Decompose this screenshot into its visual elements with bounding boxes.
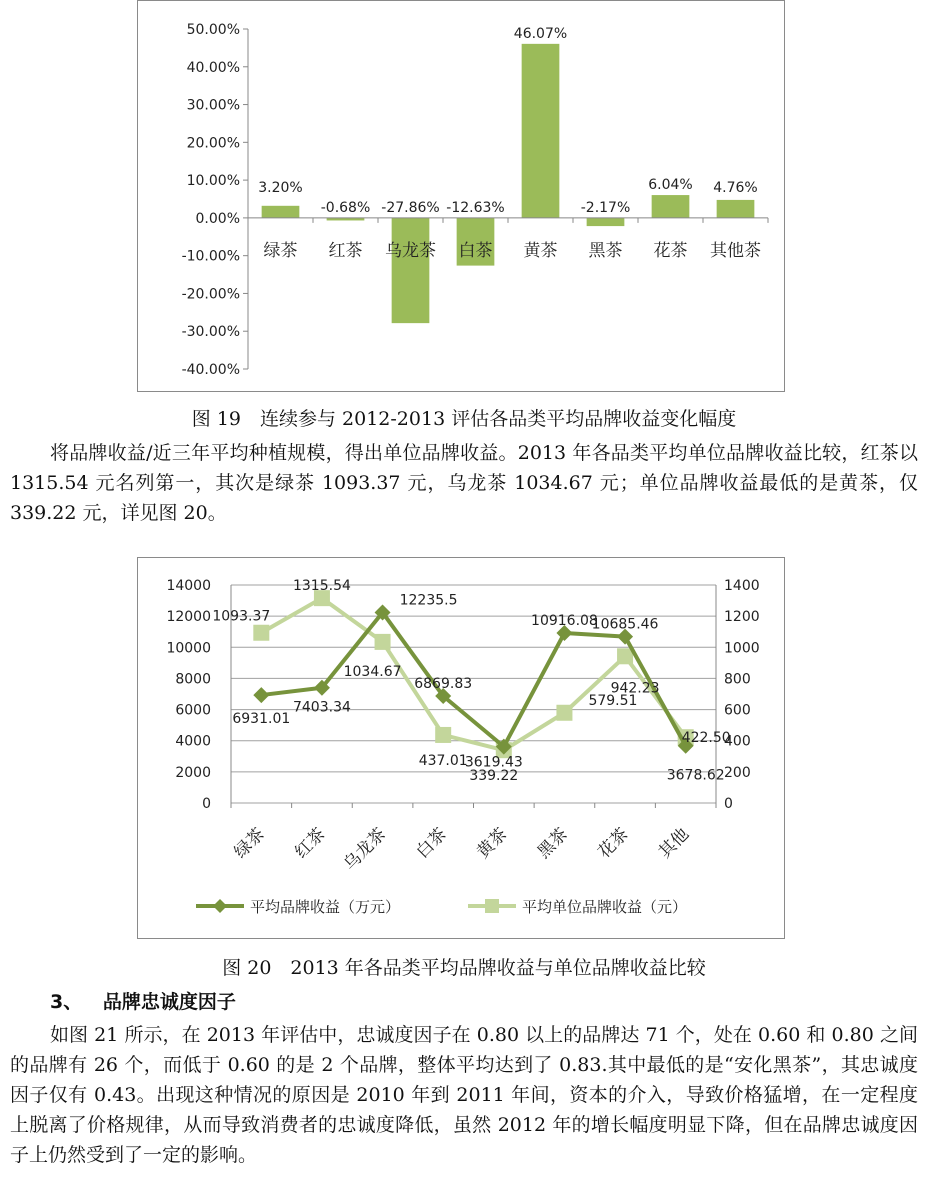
y-tick-label: -10.00% (181, 248, 240, 265)
y-tick-label: 50.00% (186, 22, 240, 38)
category-label: 乌龙茶 (385, 240, 436, 261)
brand-revenue-label: 6869.83 (414, 676, 473, 693)
y-tick-label: 20.00% (186, 135, 240, 152)
brand-revenue-label: 12235.5 (399, 592, 458, 609)
category-label: 白茶 (458, 240, 493, 261)
right-tick-label: 0 (724, 796, 733, 812)
category-label: 红茶 (328, 240, 363, 261)
series-brand-revenue-point (253, 687, 269, 703)
category-label: 花茶 (594, 824, 633, 863)
left-tick-label: 6000 (175, 702, 211, 719)
series-unit-revenue-point (435, 727, 451, 743)
bar-chart-svg (138, 1, 784, 391)
section-title: 品牌忠诚度因子 (102, 991, 236, 1013)
bar (392, 218, 430, 323)
y-tick-label: 30.00% (186, 97, 240, 114)
unit-revenue-label: 579.51 (588, 692, 638, 709)
legend-unit-revenue-swatch-marker (485, 899, 499, 913)
unit-revenue-label: 1034.67 (343, 663, 402, 680)
right-tick-label: 600 (724, 702, 751, 719)
figure-19-caption: 图 19 连续参与 2012-2013 评估各品类平均品牌收益变化幅度 (191, 408, 737, 430)
brand-revenue-label: 6931.01 (232, 711, 291, 728)
category-label: 绿茶 (263, 240, 298, 261)
category-label: 其他茶 (710, 240, 761, 261)
data-label: -12.63% (446, 199, 505, 216)
data-label: -27.86% (381, 199, 440, 216)
y-tick-label: -40.00% (181, 362, 240, 378)
data-label: 6.04% (648, 177, 693, 194)
right-tick-label: 1400 (724, 578, 760, 594)
category-label: 乌龙茶 (339, 824, 391, 875)
right-tick-label: 400 (724, 733, 751, 750)
left-tick-label: 8000 (175, 671, 211, 688)
right-tick-label: 1000 (724, 640, 760, 657)
category-label: 黄茶 (523, 240, 558, 261)
data-label: 46.07% (513, 25, 568, 42)
right-tick-label: 200 (724, 764, 751, 781)
category-label: 黑茶 (533, 824, 572, 863)
series-unit-revenue-point (375, 634, 391, 650)
legend-brand-revenue-label: 平均品牌收益（万元） (250, 898, 401, 916)
right-tick-label: 1200 (724, 609, 760, 626)
category-label: 红茶 (291, 824, 330, 863)
unit-revenue-label: 942.23 (610, 680, 660, 697)
left-tick-label: 10000 (166, 640, 211, 657)
unit-revenue-label: 339.22 (469, 768, 519, 785)
unit-revenue-label: 437.01 (418, 752, 468, 769)
left-tick-label: 12000 (166, 609, 211, 626)
category-label: 绿茶 (230, 824, 269, 863)
brand-revenue-label: 7403.34 (292, 699, 351, 716)
section-heading (50, 987, 236, 1014)
brand-revenue-label: 3619.43 (464, 754, 523, 771)
bar (262, 206, 300, 218)
data-label: 4.76% (713, 179, 758, 196)
left-tick-label: 0 (202, 796, 211, 812)
left-tick-label: 14000 (166, 578, 211, 594)
unit-revenue-label: 1315.54 (292, 578, 351, 595)
brand-revenue-label: 10685.46 (591, 616, 659, 633)
data-label: 3.20% (258, 179, 303, 196)
brand-revenue-label: 3678.62 (666, 767, 725, 784)
unit-revenue-label: 1093.37 (212, 608, 271, 625)
left-tick-label: 4000 (175, 733, 211, 750)
y-tick-label: -30.00% (181, 324, 240, 341)
y-tick-label: 10.00% (186, 173, 240, 190)
right-tick-label: 800 (724, 671, 751, 688)
left-tick-label: 2000 (175, 764, 211, 781)
series-unit-revenue-point (253, 625, 269, 641)
data-label: -2.17% (580, 199, 631, 216)
figure-20-caption: 图 20 2013 年各品类平均品牌收益与单位品牌收益比较 (222, 957, 706, 979)
bar (717, 200, 755, 218)
y-tick-label: -20.00% (181, 286, 240, 303)
category-label: 白茶 (412, 824, 451, 863)
figure-19-chart (137, 0, 785, 392)
figure-20-chart (137, 557, 785, 939)
legend-unit-revenue-label: 平均单位品牌收益（元） (522, 898, 688, 916)
y-tick-label: 0.00% (195, 210, 240, 227)
unit-revenue-label: 422.50 (681, 730, 731, 747)
data-label: -0.68% (320, 199, 371, 216)
bar (587, 218, 625, 226)
category-label: 黄茶 (473, 824, 512, 863)
legend-brand-revenue-swatch-marker (213, 899, 227, 913)
category-label: 花茶 (653, 240, 688, 261)
brand-revenue-label: 10916.08 (531, 613, 598, 630)
bar (652, 195, 690, 218)
y-tick-label: 40.00% (186, 59, 240, 76)
paragraph-loyalty: 如图 21 所示，在 2013 年评估中，忠诚度因子在 0.80 以上的品牌达 71 个，处在 0.60 和 0.80 之间的品牌有 26 个，而低于 0.60 的是 2 个品牌，整体平均达到了 0.83.其中最低的是“安化黑茶”，其忠诚度因子仅有 0.43。出现这种情况的原因是 2010 年到 2011 年间，资本的介入，导致价格猛增，在一定程度上脱离了价格规律，从而导致消费者的忠诚度降低，虽然 2012 年的增长幅度明显下降，但在品牌忠诚度因子上仍然受到了一定的影响。 (10, 1024, 918, 1166)
line-chart-svg (138, 558, 784, 938)
section-number: 3、 (50, 991, 83, 1013)
category-label: 黑茶 (588, 240, 623, 261)
bar (522, 44, 560, 218)
series-unit-revenue-point (556, 705, 572, 721)
category-label: 其他 (655, 824, 694, 863)
paragraph-unit-revenue: 将品牌收益/近三年平均种植规模，得出单位品牌收益。2013 年各品类平均单位品牌收益比较，红茶以 1315.54 元名列第一，其次是绿茶 1093.37 元，乌龙茶 1034.67 元；单位品牌收益最低的是黄茶，仅 339.22 元，详见图 20。 (10, 442, 918, 524)
